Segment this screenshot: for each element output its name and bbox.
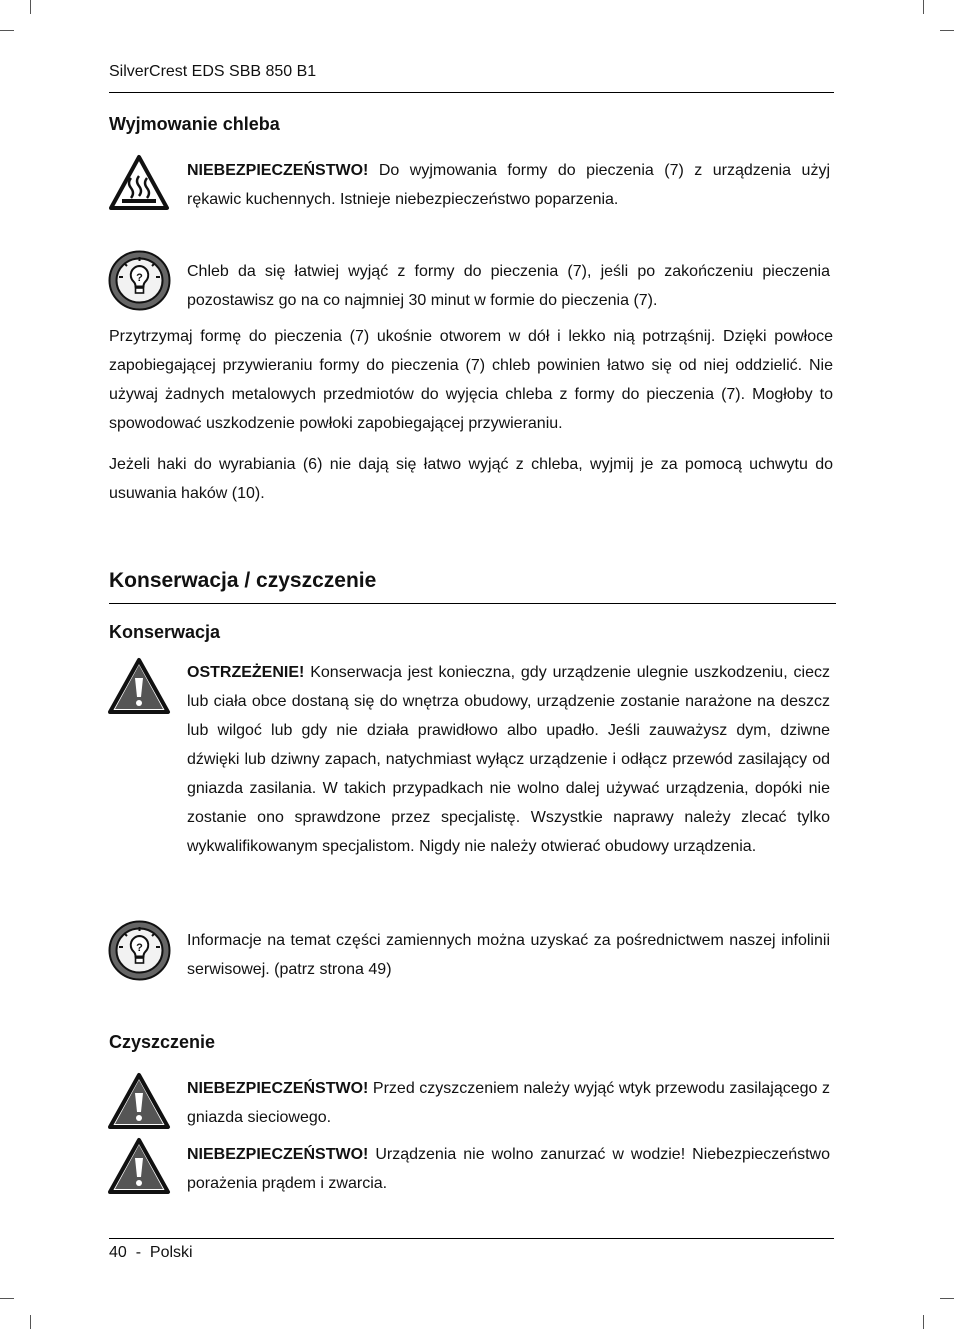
crop-mark: [30, 1315, 31, 1329]
page-number: 40: [109, 1244, 127, 1261]
lightbulb-tip-icon: [108, 250, 171, 311]
svg-text:?: ?: [136, 272, 143, 284]
danger-notice-baking-tin: [187, 156, 830, 214]
heading-konserwacja-czyszczenie: Konserwacja / czyszczenie: [109, 569, 377, 592]
hot-surface-icon: [108, 154, 170, 211]
paragraph-removing-bread: Przytrzymaj formę do pieczenia (7) ukośnie otworem w dół i lekko nią potrząśnij. Dzięki powłoce zapobiegającej przywieraniu formy do pieczenia (7) chleb powinien łatwo się od niej oddzielić. Nie używaj żadnych metalowych przedmiotów do wyjęcia chleba z formy do pieczenia (7). Mogłoby to spowodować uszkodzenie powłoki zapobiegającej przywieraniu.: [109, 328, 833, 432]
warning-triangle-icon: [107, 1072, 171, 1130]
footer-language: Polski: [149, 1244, 193, 1261]
crop-mark: [0, 1298, 14, 1299]
heading-wyjmowanie: Wyjmowanie chleba: [109, 114, 280, 134]
tip-spare-parts: Informacje na temat części zamiennych można uzyskać za pośrednictwem naszej infolinii serwisowej. (patrz strona 49): [187, 932, 830, 978]
warning-notice-maintenance: [187, 658, 830, 861]
danger-notice-water: [187, 1140, 830, 1198]
paragraph-kneading-hooks: Jeżeli haki do wyrabiania (6) nie dają się łatwo wyjąć z chleba, wyjmij je za pomocą uchwytu do usuwania haków (10).: [109, 456, 833, 502]
crop-mark: [0, 30, 14, 31]
danger-label: NIEBEZPIECZEŃSTWO!: [187, 1080, 369, 1097]
footer-separator: -: [135, 1244, 142, 1261]
crop-mark: [940, 1298, 954, 1299]
danger-notice-unplug: [187, 1074, 830, 1132]
footer-rule: [109, 1238, 834, 1239]
header-rule: [109, 92, 834, 93]
warning-text: Konserwacja jest konieczna, gdy urządzenie ulegnie uszkodzeniu, ciecz lub ciała obce dostaną się do wnętrza obudowy, urządzenie zostanie narażone na deszcz lub wilgoć lub gdy nie działa prawidłowo albo upadło. Jeśli zauważysz dym, dziwne dźwięki lub dziwny zapach, natychmiast wyłącz urządzenie i odłącz przewód zasilający od gniazda zasilania. W takich przypadkach nie wolno dalej używać urządzenia, dopóki nie zostanie ono sprawdzone przez specjalistę. Wszystkie naprawy należy zlecać tylko wykwalifikowanym specjalistom. Nigdy nie należy otwierać obudowy urządzenia.: [187, 664, 830, 855]
running-header: SilverCrest EDS SBB 850 B1: [109, 63, 317, 80]
section-rule: [109, 603, 836, 604]
warning-triangle-icon: [107, 1137, 171, 1195]
crop-mark: [923, 0, 924, 14]
svg-text:?: ?: [136, 942, 143, 954]
warning-label: OSTRZEŻENIE!: [187, 664, 305, 681]
tip-resting-bread: Chleb da się łatwiej wyjąć z formy do pieczenia (7), jeśli po zakończeniu pieczenia pozostawisz go na co najmniej 30 minut w formie do pieczenia (7).: [187, 263, 830, 309]
danger-text: Do wyjmowania formy do pieczenia (7) z urządzenia użyj rękawic kuchennych. Istnieje niebezpieczeństwo poparzenia.: [187, 162, 830, 208]
crop-mark: [30, 0, 31, 14]
page-footer: [109, 1244, 193, 1262]
warning-triangle-icon: [107, 657, 171, 715]
danger-text: Przed czyszczeniem należy wyjąć wtyk przewodu zasilającego z gniazda sieciowego.: [187, 1080, 830, 1126]
danger-label: NIEBEZPIECZEŃSTWO!: [187, 162, 369, 179]
danger-label: NIEBEZPIECZEŃSTWO!: [187, 1146, 369, 1163]
crop-mark: [923, 1315, 924, 1329]
crop-mark: [940, 30, 954, 31]
heading-konserwacja: Konserwacja: [109, 622, 221, 642]
heading-czyszczenie: Czyszczenie: [109, 1032, 216, 1052]
danger-text: Urządzenia nie wolno zanurzać w wodzie! Niebezpieczeństwo porażenia prądem i zwarcia.: [187, 1146, 830, 1192]
lightbulb-tip-icon: [108, 920, 171, 981]
